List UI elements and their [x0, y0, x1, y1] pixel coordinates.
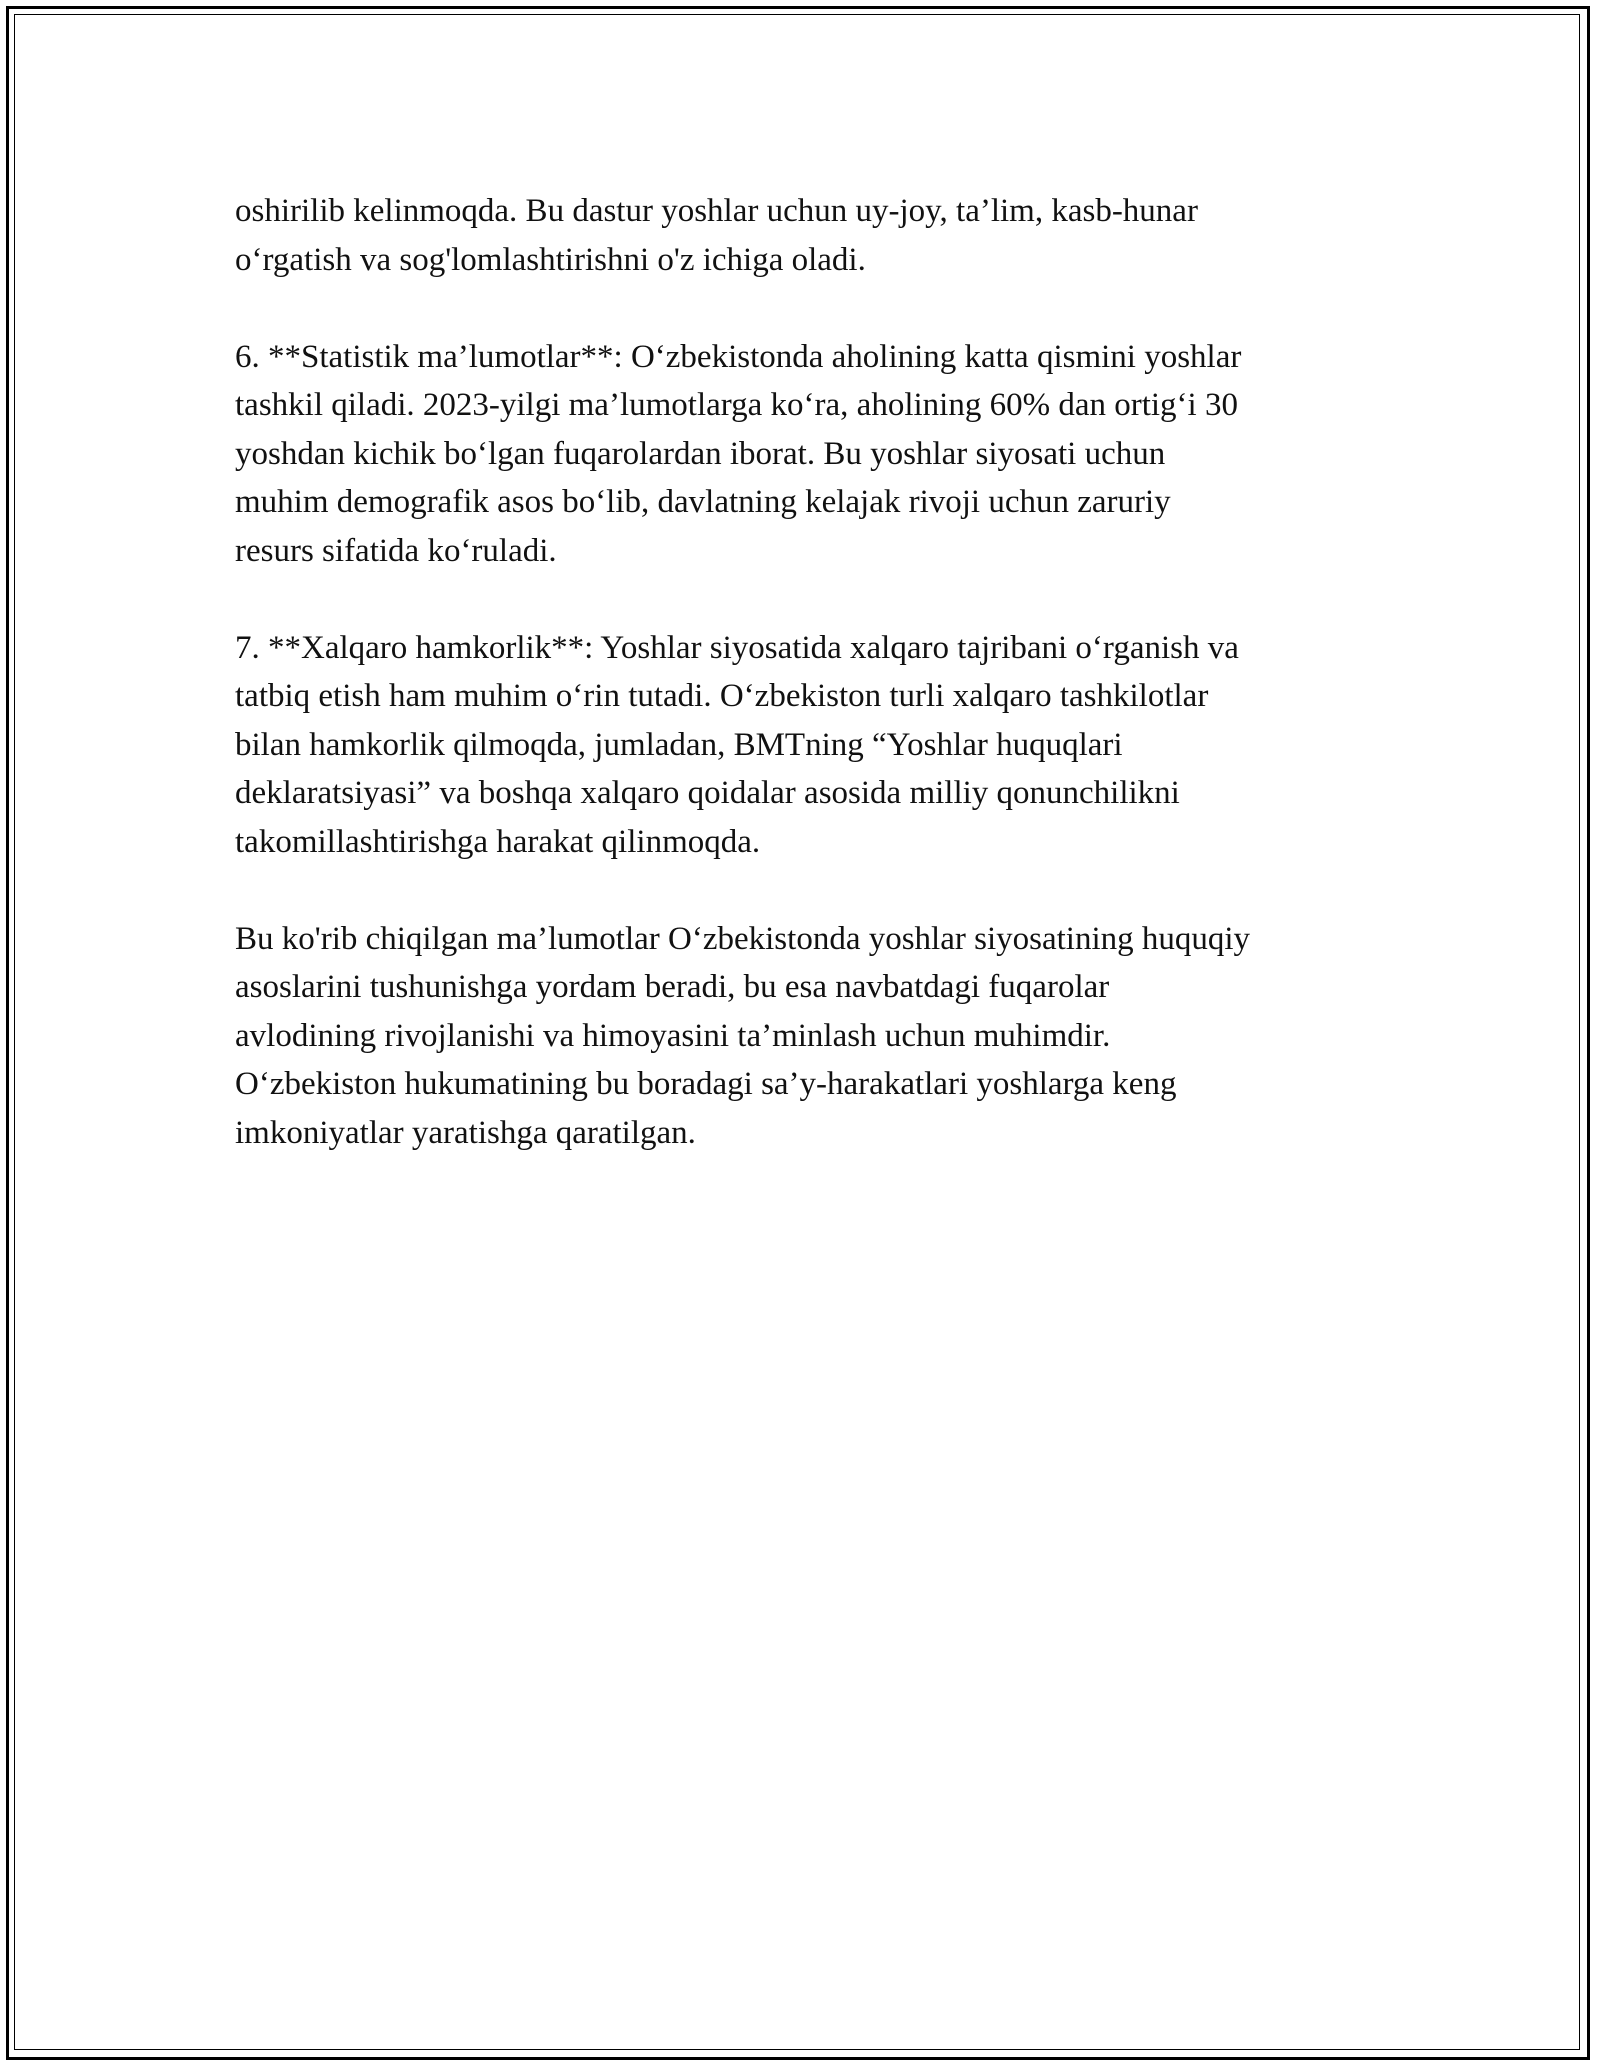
- document-body: [235, 187, 1375, 1206]
- paragraph-continuation: oshirilib kelinmoqda. Bu dastur yoshlar uchun uy-joy, ta’lim, kasb-hunar o‘rgatish va sog'lomlashtirishni o'z ichiga oladi.: [235, 193, 1198, 278]
- paragraph-conclusion: Bu ko'rib chiqilgan ma’lumotlar O‘zbekistonda yoshlar siyosatining huquqiy asoslarini tushunishga yordam beradi, bu esa navbatdagi fuqarolar avlodining rivojlanishi va himoyasini ta’minlash uchun muhimdir. O‘zbekiston hukumatining bu boradagi sa’y-harakatlari yoshlarga keng imkoniyatlar yaratishga qaratilgan.: [235, 920, 1251, 1151]
- paragraph-international-cooperation: 7. **Xalqaro hamkorlik**: Yoshlar siyosatida xalqaro tajribani o‘rganish va tatbiq etish ham muhim o‘rin tutadi. O‘zbekiston turli xalqaro tashkilotlar bilan hamkorlik qilmoqda, jumladan, BMTning “Yoshlar huquqlari deklaratsiyasi” va boshqa xalqaro qoidalar asosida milliy qonunchilikni takomillashtirishga harakat qilinmoqda.: [235, 629, 1239, 860]
- paragraph-statistics: 6. **Statistik ma’lumotlar**: O‘zbekistonda aholining katta qismini yoshlar tashkil qiladi. 2023-yilgi ma’lumotlarga ko‘ra, aholining 60% dan ortig‘i 30 yoshdan kichik bo‘lgan fuqarolardan iborat. Bu yoshlar siyosati uchun muhim demografik asos bo‘lib, davlatning kelajak rivoji uchun zaruriy resurs sifatida ko‘ruladi.: [235, 338, 1242, 569]
